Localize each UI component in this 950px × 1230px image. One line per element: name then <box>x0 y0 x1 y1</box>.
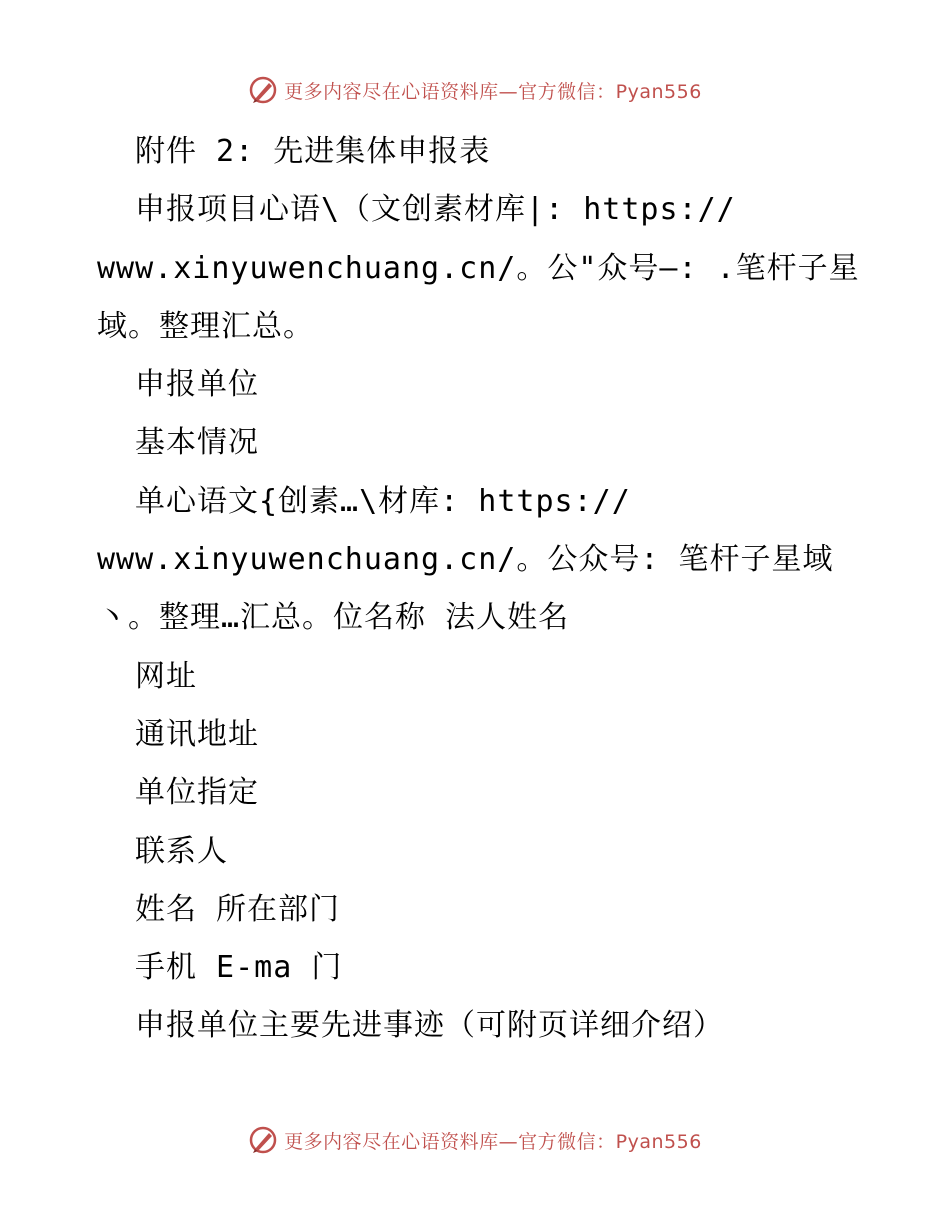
document-body <box>97 123 860 1056</box>
doc-line: 域。整理汇总。 <box>97 308 314 344</box>
doc-line: 基本情况 <box>135 425 259 461</box>
doc-line: 手机 E-ma 门 <box>135 950 343 986</box>
doc-line: 单心语文{创素…\材库: https:// <box>135 483 631 519</box>
header-banner <box>0 70 950 110</box>
footer-banner-text: 更多内容尽在心语资料库—官方微信：Pyan556 <box>284 1130 702 1153</box>
doc-line: 申报项目心语\（文创素材库|: https:// <box>135 192 736 228</box>
doc-line: 姓名 所在部门 <box>135 891 341 927</box>
doc-line: 通讯地址 <box>135 716 259 752</box>
pen-logo-icon <box>248 75 278 105</box>
header-banner-text: 更多内容尽在心语资料库—官方微信：Pyan556 <box>284 80 702 103</box>
doc-line: 丶。整理…汇总。位名称 法人姓名 <box>97 600 570 636</box>
doc-line: 联系人 <box>135 833 228 869</box>
doc-title: 附件 2: 先进集体申报表 <box>135 134 491 169</box>
doc-line: www.xinyuwenchuang.cn/。公众号: 笔杆子星域 <box>97 542 834 578</box>
doc-line: 单位指定 <box>135 775 259 811</box>
doc-line: 申报单位主要先进事迹（可附页详细介绍） <box>135 1008 724 1044</box>
footer-banner <box>0 1120 950 1160</box>
pen-logo-icon <box>248 1125 278 1155</box>
doc-line: 申报单位 <box>135 367 259 403</box>
doc-line: www.xinyuwenchuang.cn/。公"众号—: .笔杆子星 <box>97 250 860 286</box>
doc-line: 网址 <box>135 658 197 694</box>
